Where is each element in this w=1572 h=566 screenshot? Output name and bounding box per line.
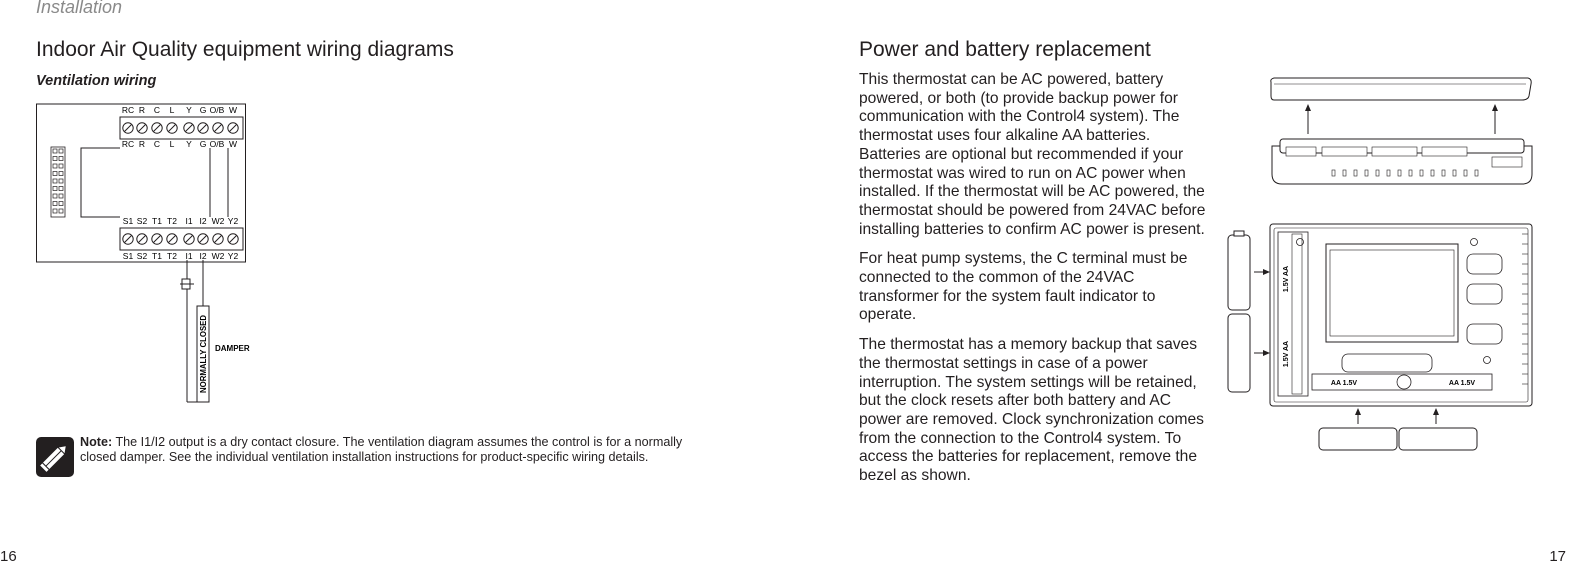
terminal-label-s1: S1 (122, 216, 134, 226)
terminal-label-t2: T2 (167, 216, 177, 226)
connector-pin (53, 209, 57, 213)
battery-label-vertical-upper: 1.5V AA (1283, 265, 1290, 293)
terminal-label-i2: I2 (199, 216, 207, 226)
connector-pin (53, 164, 57, 168)
terminal-label-y2-lower: Y2 (227, 251, 239, 261)
note-label: Note: (80, 435, 113, 449)
terminal-label-s2-lower: S2 (136, 251, 148, 261)
terminal-label-w-lower: W (228, 139, 238, 149)
terminal-label-ob: O/B (209, 105, 225, 115)
note-body: The I1/I2 output is a dry contact closure. The ventilation diagram assumes the control is for a normally closed damper. See the individual ventilation installation instructions for product-specific wiring details. (80, 435, 683, 465)
paragraph-memory-backup: The thermostat has a memory backup that saves the thermostat settings in case of a power interruption. The system settings will be retained, but the clock resets after both battery and AC power are removed. Clock synchronization comes from the connection to the Control4 system. To access the batteries for replacement, remove the bezel as shown. (859, 336, 1204, 485)
top-terminal-screws (123, 123, 238, 133)
terminal-label-g: G (199, 105, 207, 115)
battery-label-horizontal-right: AA 1.5V (1448, 380, 1476, 387)
terminal-label-y: Y (186, 105, 192, 115)
note-text (80, 435, 720, 466)
battery-replacement-illustration (1222, 74, 1534, 454)
connector-pins (53, 149, 63, 213)
internal-wire-loop (81, 148, 120, 217)
connector-pin (59, 149, 63, 153)
connector-pin (53, 157, 57, 161)
wiring-diagrams-heading: Indoor Air Quality equipment wiring diagrams (36, 38, 454, 61)
horizontal-battery-right (1399, 428, 1477, 450)
connector-pin (59, 172, 63, 176)
terminal-label-t1-lower: T1 (152, 251, 162, 261)
terminal-label-rc-lower: RC (121, 139, 135, 149)
ventilation-wiring-diagram (36, 100, 316, 410)
connector-pin (59, 209, 63, 213)
battery-label-vertical-lower: 1.5V AA (1283, 340, 1290, 368)
terminal-label-r-lower: R (138, 139, 146, 149)
terminal-label-l-lower: L (169, 139, 175, 149)
connector-pin (53, 179, 57, 183)
horizontal-battery-arrows (1355, 408, 1439, 424)
terminal-label-g-lower: G (199, 139, 207, 149)
terminal-label-w2-lower: W2 (211, 251, 225, 261)
bottom-terminal-labels-lower (123, 251, 239, 261)
bottom-terminal-screws (123, 234, 238, 244)
terminal-label-ob-lower: O/B (209, 139, 225, 149)
top-terminal-labels-lower (122, 139, 237, 149)
paragraph-power-sources: This thermostat can be AC powered, battery powered, or both (to provide backup power for communication with the Control4 system). The thermostat uses four alkaline AA batteries. Batteries are optional but recommended if your thermostat was wired to run on AC power when installed. If the thermostat will be AC powered, the thermostat should be powered from 24VAC before installing batteries to confirm AC power is present. (859, 71, 1206, 238)
connector-pin (53, 202, 57, 206)
page-number-left: 16 (0, 548, 17, 565)
terminal-label-i2-lower: I2 (199, 251, 207, 261)
terminal-label-t2-lower: T2 (167, 251, 177, 261)
terminal-label-rc: RC (121, 105, 135, 115)
bottom-terminal-labels-upper (123, 216, 239, 226)
connector-pin (59, 202, 63, 206)
pencil-note-icon (36, 437, 74, 477)
horizontal-battery-left (1319, 428, 1397, 450)
power-battery-body (859, 71, 1211, 497)
connector-pin (53, 149, 57, 153)
bezel-removal-arrows (1305, 104, 1498, 134)
connector-pin (53, 194, 57, 198)
terminal-label-l: L (169, 105, 175, 115)
section-label: Installation (36, 0, 123, 17)
terminal-label-t1: T1 (152, 216, 162, 226)
connector-pin (59, 157, 63, 161)
connector-pin (59, 194, 63, 198)
lcd-display (1326, 244, 1458, 342)
connector-pin (59, 179, 63, 183)
terminal-label-i1-lower: I1 (185, 251, 193, 261)
terminal-label-w: W (228, 105, 238, 115)
terminal-label-i1: I1 (185, 216, 193, 226)
bezel (1271, 78, 1531, 100)
power-battery-heading: Power and battery replacement (859, 38, 1151, 61)
connector-pin (53, 172, 57, 176)
page-number-right: 17 (1549, 548, 1566, 565)
battery-label-horizontal-left: AA 1.5V (1330, 380, 1358, 387)
damper-label: DAMPER (215, 344, 250, 353)
ventilation-wiring-subheading: Ventilation wiring (36, 73, 157, 89)
terminal-label-s2: S2 (136, 216, 148, 226)
terminal-label-r: R (138, 105, 146, 115)
connector-pin (59, 164, 63, 168)
normally-closed-label: NORMALLY CLOSED (199, 315, 208, 393)
terminal-label-c-lower: C (153, 139, 161, 149)
connector-pin (53, 187, 57, 191)
paragraph-heat-pump: For heat pump systems, the C terminal must be connected to the common of the 24VAC transformer for the system fault indicator to operate. (859, 250, 1188, 324)
terminal-label-y-lower: Y (186, 139, 192, 149)
vertical-battery-top (1228, 231, 1250, 310)
terminal-label-w2: W2 (211, 216, 225, 226)
terminal-label-y2: Y2 (227, 216, 239, 226)
vertical-battery-arrows (1254, 269, 1270, 356)
terminal-label-c: C (153, 105, 161, 115)
terminal-label-s1-lower: S1 (122, 251, 134, 261)
top-terminal-labels-upper (122, 105, 237, 115)
vertical-battery-bottom (1228, 314, 1250, 392)
connector-pin (59, 187, 63, 191)
